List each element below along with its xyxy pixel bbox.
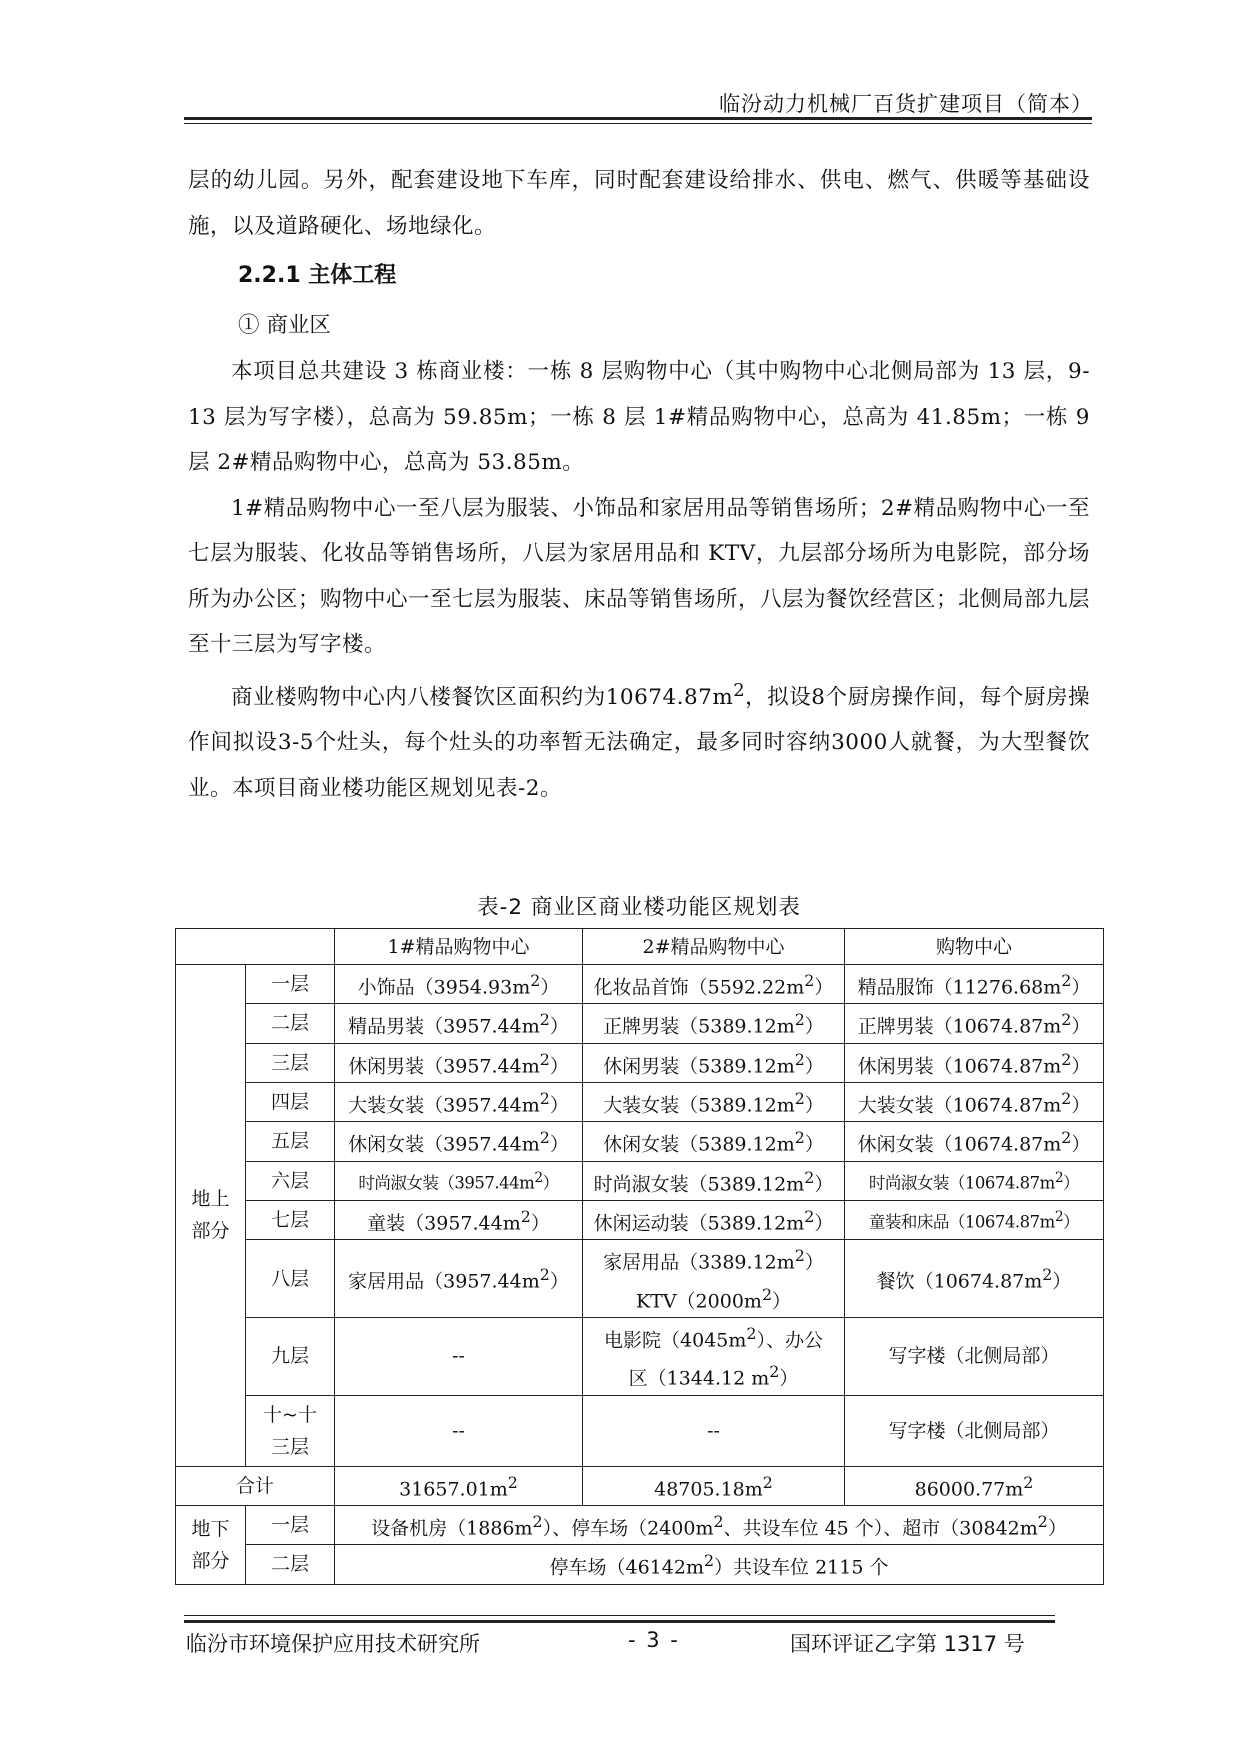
table-row (176, 1043, 1104, 1082)
page-header-title: 临汾动力机械厂百货扩建项目（简本） (719, 92, 1093, 116)
table-cell: 休闲女装$(3957.44m^2)$ (335, 1122, 583, 1161)
table-cell: -- (583, 1395, 845, 1466)
table-row (176, 1200, 1104, 1239)
table-cell: 休闲女装$(5389.12m^2)$ (583, 1122, 845, 1161)
total-label: 合计 (176, 1466, 335, 1505)
paragraph-intro: 层的幼儿园。另外，配套建设地下车库，同时配套建设给排水、供电、燃气、供暖等基础设施，以及道路硬化、场地绿化。 (188, 168, 1090, 239)
footer-institution: 临汾市环境保护应用技术研究所 (186, 1632, 480, 1656)
table-cell: 正牌男装$(10674.87m^2)$ (845, 1004, 1104, 1043)
floor-label: 十~十 三层 (246, 1395, 335, 1466)
table-row (176, 1082, 1104, 1121)
table-row (176, 1505, 1104, 1544)
table-cell: 休闲男装$(5389.12m^2)$ (583, 1043, 845, 1082)
floor-label: 二层 (246, 1545, 335, 1584)
table-row (176, 1161, 1104, 1200)
table-cell: 大装女装$(10674.87m^2)$ (845, 1082, 1104, 1121)
table-cell: -- (335, 1317, 583, 1395)
table-caption: 表-2 商业区商业楼功能区规划表 (477, 895, 801, 920)
dining-sup: 2 (733, 679, 746, 701)
footer-certificate: 国环评证乙字第 1317 号 (790, 1632, 1025, 1656)
table-cell: -- (335, 1395, 583, 1466)
corner-cell (176, 929, 335, 965)
column-header: 1#精品购物中心 (335, 929, 583, 965)
function-zone-table (175, 928, 1104, 1585)
floor-label: 三层 (246, 1043, 335, 1082)
table-cell: 写字楼（北侧局部） (845, 1395, 1104, 1466)
table-cell: 时尚淑女装$(5389.12m^2)$ (583, 1161, 845, 1200)
table-cell: 停车场$(46142m^2)$共设车位 2115 个 (335, 1545, 1104, 1584)
header-rule-thick (184, 117, 1092, 120)
total-cell: $31657.01m^2$ (335, 1466, 583, 1505)
table-cell: 餐饮$(10674.87m^2)$ (845, 1240, 1104, 1318)
table-row (176, 1240, 1104, 1318)
table-row (176, 1545, 1104, 1584)
floor-label: 七层 (246, 1200, 335, 1239)
paragraph-functions: 1#精品购物中心一至八层为服装、小饰品和家居用品等销售场所；2#精品购物中心一至七层为服装、化妆品等销售场所，八层为家居用品和 KTV，九层部分场所为电影院，部分场所为办公区；购物中心一至七层为服装、床品等销售场所，八层为餐饮经营区；北侧局部九层至十三层为写字楼。 (188, 495, 1091, 657)
table-cell: 时尚淑女装$(3957.44m^2)$ (335, 1161, 583, 1200)
total-cell: $86000.77m^2$ (845, 1466, 1104, 1505)
table-cell: 家居用品$(3957.44m^2)$ (335, 1240, 583, 1318)
table-row (176, 965, 1104, 1004)
total-row (176, 1466, 1104, 1505)
footer-rule-thin (184, 1615, 1055, 1616)
section-heading: 2.2.1 主体工程 (238, 263, 397, 288)
header-rule-thin (184, 123, 1092, 124)
table-cell: 精品男装$(3957.44m^2)$ (335, 1004, 583, 1043)
floor-label: 一层 (246, 965, 335, 1004)
table-cell: 设备机房$(1886m^2)$、停车场（$2400m^2$、共设车位 45 个）、超市$(30842m^2)$ (335, 1505, 1104, 1544)
table-cell: 写字楼（北侧局部） (845, 1317, 1104, 1395)
column-header: 购物中心 (845, 929, 1104, 965)
column-header: 2#精品购物中心 (583, 929, 845, 965)
table-row (176, 1395, 1104, 1466)
table-cell: 童装$(3957.44m^2)$ (335, 1200, 583, 1239)
floor-label: 二层 (246, 1004, 335, 1043)
subsection-label: ① 商业区 (238, 313, 331, 338)
floor-label: 九层 (246, 1317, 335, 1395)
table-cell: 大装女装$(3957.44m^2)$ (335, 1082, 583, 1121)
paragraph-buildings: 本项目总共建设 3 栋商业楼：一栋 8 层购物中心（其中购物中心北侧局部为 13 层，9-13 层为写字楼），总高为 59.85m；一栋 8 层 1#精品购物中心，总高为 41.85m；一栋 9 层 2#精品购物中心，总高为 53.85m。 (188, 359, 1090, 475)
table-row (176, 1122, 1104, 1161)
below-ground-label: 地下 部分 (176, 1505, 246, 1584)
table-cell: 休闲女装$(10674.87m^2)$ (845, 1122, 1104, 1161)
table-cell: 休闲男装$(10674.87m^2)$ (845, 1043, 1104, 1082)
table-cell: 小饰品$(3954.93m^2)$ (335, 965, 583, 1004)
above-ground-label: 地上 部分 (176, 965, 246, 1467)
table-cell: 时尚淑女装$(10674.87m^2)$ (845, 1161, 1104, 1200)
table-cell: 精品服饰$(11276.68m^2)$ (845, 965, 1104, 1004)
table-cell: 童装和床品$(10674.87m^2)$ (845, 1200, 1104, 1239)
table-cell: 休闲运动装$(5389.12m^2)$ (583, 1200, 845, 1239)
table-row (176, 1004, 1104, 1043)
total-cell: $48705.18m^2$ (583, 1466, 845, 1505)
floor-label: 六层 (246, 1161, 335, 1200)
floor-label: 八层 (246, 1240, 335, 1318)
table-cell: 化妆品首饰$(5592.22m^2)$ (583, 965, 845, 1004)
footer-rule-thick (184, 1620, 1055, 1623)
table-cell: 正牌男装$(5389.12m^2)$ (583, 1004, 845, 1043)
table-header-row (176, 929, 1104, 965)
table-cell: 休闲男装$(3957.44m^2)$ (335, 1043, 583, 1082)
table-cell: 大装女装$(5389.12m^2)$ (583, 1082, 845, 1121)
dining-text-a: 商业楼购物中心内八楼餐饮区面积约为10674.87m (231, 684, 734, 710)
floor-label: 一层 (246, 1505, 335, 1544)
page-number: - 3 - (628, 1628, 680, 1652)
paragraph-dining (188, 668, 1090, 812)
dining-text-b: ，拟设8个厨房操作间，每个厨房操作间拟设3-5个灶头，每个灶头的功率暂无法确定，最多同时容纳3000人就餐，为大型餐饮业。本项目商业楼功能区规划见表-2。 (188, 684, 1090, 801)
table-cell: 家居用品$(3389.12m^2)$ $KTV(2000m^2)$ (583, 1240, 845, 1318)
floor-label: 四层 (246, 1082, 335, 1121)
floor-label: 五层 (246, 1122, 335, 1161)
table-cell: 电影院$(4045m^2)$、办公 区（1344.12 $m^2$） (583, 1317, 845, 1395)
table-row (176, 1317, 1104, 1395)
body-content (188, 158, 1090, 811)
